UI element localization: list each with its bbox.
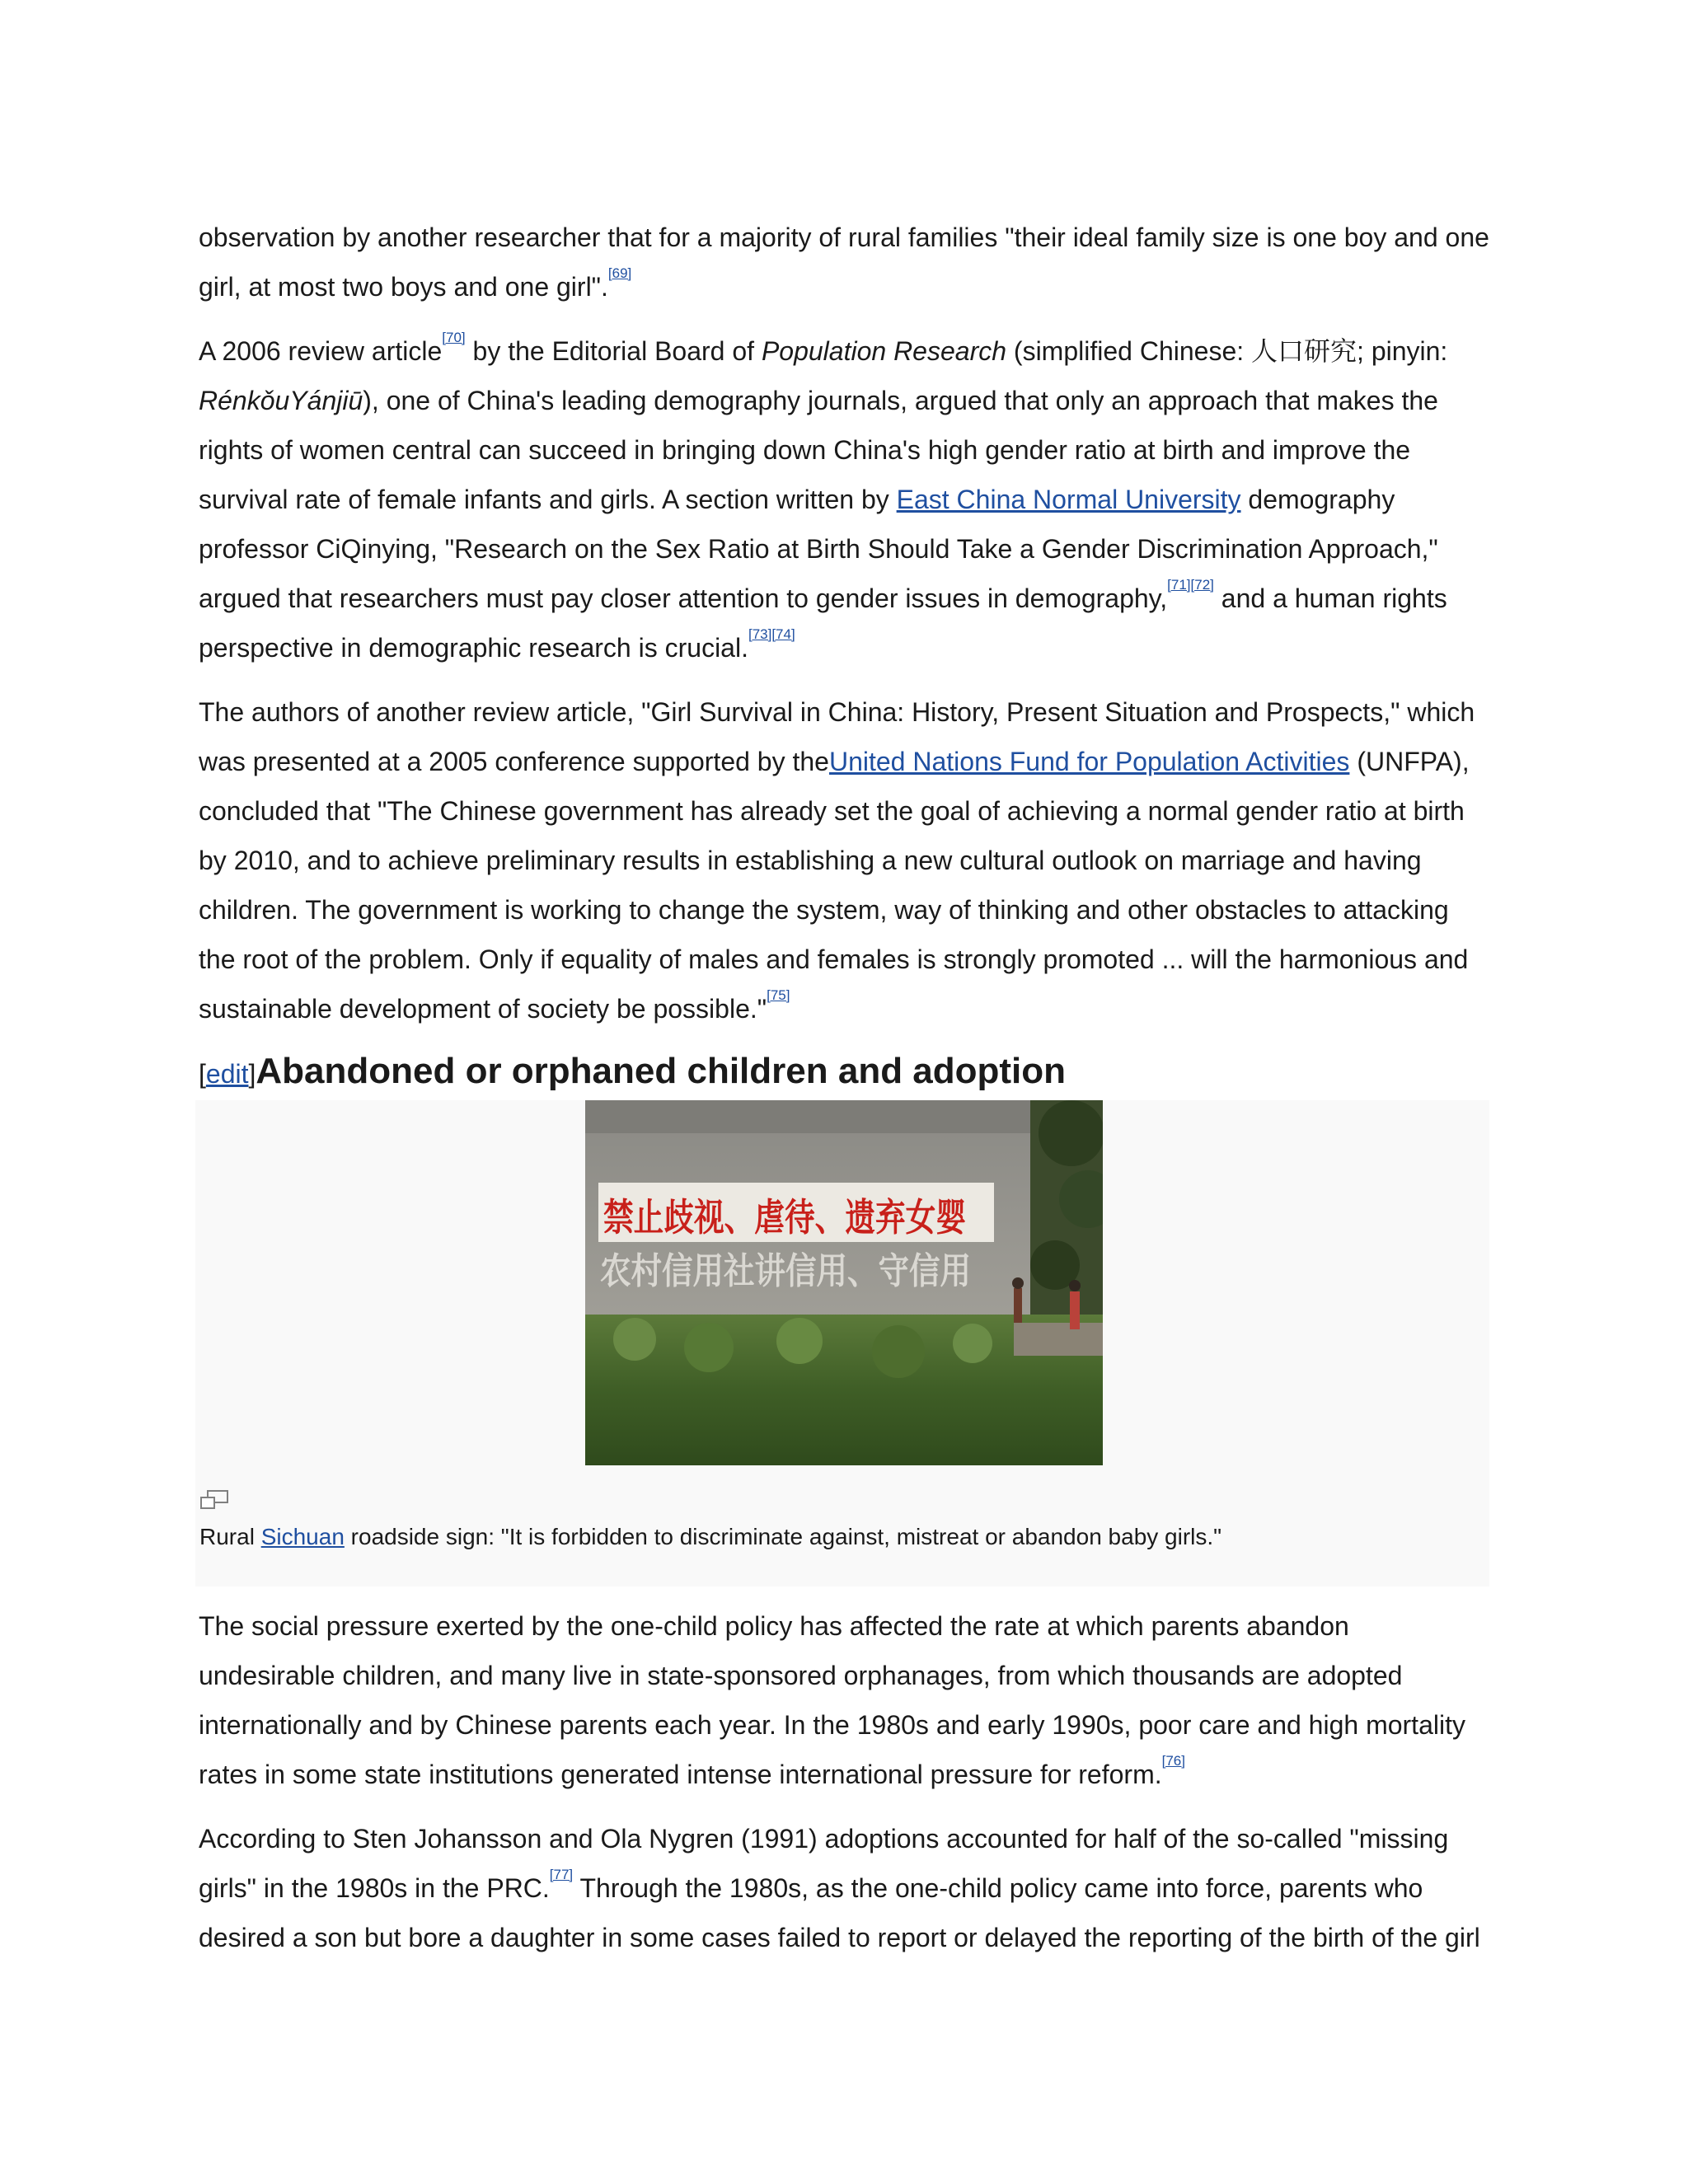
paragraph-2: A 2006 review article[70] by the Editorial Board of Population Research (simplified Chinese: 人口研究; pinyin: RénkǒuYánjiū), one of China's leading demography journals, argued that only an approach that makes the rights of women central can succeed in bringing down China's high gender ratio at birth and improve the survival rate of female infants and girls. A section written by East China Normal University demography professor CiQinying, "Research on the Sex Ratio at Birth Should Take a Gender Discrimination Approach," argued that researchers must pay closer attention to gender issues in demography,[71][72] and a human rights perspective in demographic research is crucial.[73][74] — [199, 330, 1448, 663]
reference-70[interactable]: [70] — [442, 330, 466, 345]
reference-76[interactable]: [76] — [1161, 1753, 1185, 1769]
thumbnail-figure — [195, 1100, 1489, 1586]
section-heading: [edit]Abandoned or orphaned children and adoption — [199, 1051, 1067, 1091]
paragraph-4: The social pressure exerted by the one-child policy has affected the rate at which parents abandon undesirable children, and many live in state-sponsored orphanages, from which thousands are adopted internationally and by Chinese parents each year. In the 1980s and early 1990s, poor care and high mortality rates in some state institutions generated intense international pressure for reform.[76] — [199, 1611, 1465, 1789]
article-body — [199, 213, 1493, 1977]
figure-caption: Rural Sichuan roadside sign: "It is forbidden to discriminate against, mistreat or abandon baby girls." — [199, 1524, 1222, 1549]
section-title: Abandoned or orphaned children and adoption — [256, 1051, 1067, 1091]
reference-75[interactable]: [75] — [767, 987, 790, 1003]
unfpa-link[interactable]: United Nations Fund for Population Activities — [828, 747, 1350, 776]
roadside-sign-photo[interactable] — [585, 1100, 1103, 1465]
journal-title: Population Research — [761, 336, 1007, 366]
sign-text-red: 禁止歧视、虐待、遗弃女婴 — [603, 1195, 966, 1240]
enlarge-icon[interactable] — [199, 1489, 229, 1511]
pinyin-title: RénkǒuYánjiū — [199, 386, 363, 415]
paragraph-5: According to Sten Johansson and Ola Nygren (1991) adoptions accounted for half of the so-called "missing girls" in the 1980s in the PRC.[77] Through the 1980s, as the one-child policy came into force, parents who desired a son but bore a daughter in some cases failed to report or delayed the reporting of the birth of the girl — [199, 1824, 1480, 1952]
reference-69[interactable]: [69] — [607, 265, 632, 281]
sign-text-white: 农村信用社讲信用、守信用 — [600, 1250, 971, 1292]
reference-73-74[interactable]: [73][74] — [748, 626, 795, 642]
east-china-normal-university-link[interactable]: East China Normal University — [896, 485, 1241, 514]
chinese-title: 人口研究 — [1251, 335, 1357, 367]
paragraph-3: The authors of another review article, "Girl Survival in China: History, Present Situation and Prospects," which was presented at a 2005 conference supported by theUnited Nations Fund for Population Activities (UNFPA), concluded that "The Chinese government has already set the goal of achieving a normal gender ratio at birth by 2010, and to achieve preliminary results in establishing a new cultural outlook on marriage and having children. The government is working to change the system, way of thinking and other obstacles to attacking the root of the problem. Only if equality of males and females is strongly promoted ... will the harmonious and sustainable development of society be possible."[75] — [199, 697, 1475, 1024]
paragraph-1: observation by another researcher that for a majority of rural families "their ideal family size is one boy and one girl, at most two boys and one girl".[69] — [199, 223, 1489, 302]
reference-71-72[interactable]: [71][72] — [1167, 577, 1214, 593]
edit-section-link[interactable]: edit — [205, 1059, 249, 1089]
reference-77[interactable]: [77] — [549, 1867, 574, 1882]
sichuan-link[interactable]: Sichuan — [260, 1524, 345, 1549]
